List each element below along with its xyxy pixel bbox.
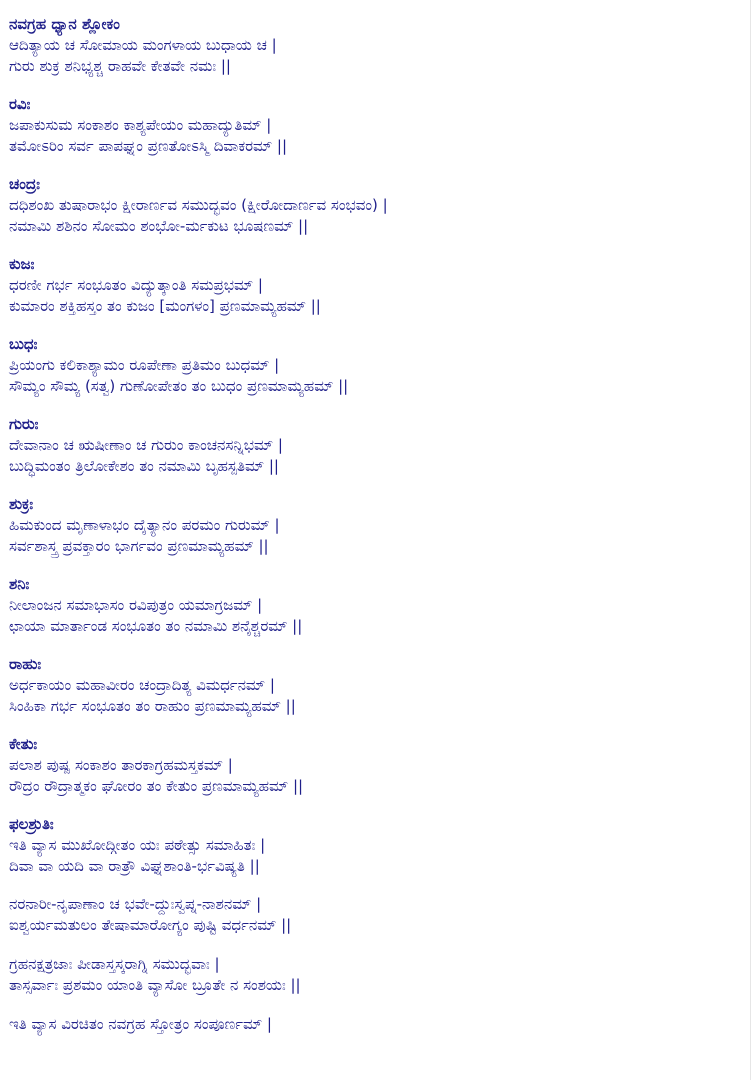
- verse-line: ಜಪಾಕುಸುಮ ಸಂಕಾಶಂ ಕಾಶ್ಯಪೇಯಂ ಮಹಾದ್ಯುತಿಮ್ |: [9, 116, 272, 134]
- section-budha: [9, 334, 742, 397]
- section-heading: ರವಿಃ: [9, 95, 31, 113]
- verse-line: ದಧಿಶಂಖ ತುಷಾರಾಭಂ ಕ್ಷೀರಾರ್ಣವ ಸಮುದ್ಭವಂ (ಕ್ಷೀರೋದಾರ್ಣವ ಸಂಭವಂ) |: [9, 196, 388, 214]
- section-shukra: [9, 494, 742, 557]
- section-chandra: [9, 174, 742, 237]
- section-heading: ಕೇತುಃ: [9, 735, 38, 753]
- verse-line: ಐಶ್ವರ್ಯಮತುಲಂ ತೇಷಾಮಾರೋಗ್ಯಂ ಪುಷ್ಟಿ ವರ್ಧನಮ್ ||: [9, 916, 292, 934]
- verse-line: ದಿವಾ ವಾ ಯದಿ ವಾ ರಾತ್ರೌ ವಿಘ್ನಶಾಂತಿ-ರ್ಭವಿಷ್ಯತಿ ||: [9, 857, 260, 875]
- section-dhyana: [9, 14, 742, 77]
- section-phalashruti-verse-2: [9, 894, 742, 936]
- verse-line: ತಾಸ್ಸರ್ವಾಃ ಪ್ರಶಮಂ ಯಾಂತಿ ವ್ಯಾಸೋ ಬ್ರೂತೇ ನ ಸಂಶಯಃ ||: [9, 976, 301, 994]
- verse-line: ನಮಾಮಿ ಶಶಿನಂ ಸೋಮಂ ಶಂಭೋ-ರ್ಮಕುಟ ಭೂಷಣಮ್ ||: [9, 217, 309, 235]
- verse-line: ಪ್ರಿಯಂಗು ಕಲಿಕಾಶ್ಯಾಮಂ ರೂಪೇಣಾ ಪ್ರತಿಮಂ ಬುಧಮ್ |: [9, 356, 280, 374]
- verse-line: ಹಿಮಕುಂದ ಮೃಣಾಳಾಭಂ ದೈತ್ಯಾನಂ ಪರಮಂ ಗುರುಮ್ |: [9, 516, 280, 534]
- section-phalashruti-verse-3: [9, 954, 742, 996]
- section-heading: ಗುರುಃ: [9, 415, 39, 433]
- verse-line: ಪಲಾಶ ಪುಷ್ಪ ಸಂಕಾಶಂ ತಾರಕಾಗ್ರಹಮಸ್ತಕಮ್ |: [9, 756, 233, 774]
- section-guru: [9, 414, 742, 477]
- verse-line: ಗುರು ಶುಕ್ರ ಶನಿಭ್ಯಶ್ಚ ರಾಹವೇ ಕೇತವೇ ನಮಃ ||: [9, 57, 231, 75]
- verse-line: ಬುದ್ಧಿಮಂತಂ ತ್ರಿಲೋಕೇಶಂ ತಂ ನಮಾಮಿ ಬೃಹಸ್ಪತಿಮ್ ||: [9, 457, 279, 475]
- section-heading: ಬುಧಃ: [9, 335, 38, 353]
- section-heading: ನವಗ್ರಹ ಧ್ಯಾನ ಶ್ಲೋಕಂ: [9, 15, 120, 33]
- section-ketu: [9, 734, 742, 797]
- section-closing: [9, 1014, 742, 1035]
- section-phalashruti: [9, 814, 742, 877]
- section-heading: ಶನಿಃ: [9, 575, 30, 593]
- verse-line: ಸೌಮ್ಯಂ ಸೌಮ್ಯ (ಸತ್ವ) ಗುಣೋಪೇತಂ ತಂ ಬುಧಂ ಪ್ರಣಮಾಮ್ಯಹಮ್ ||: [9, 377, 349, 395]
- verse-line: ಸರ್ವಶಾಸ್ತ್ರ ಪ್ರವಕ್ತಾರಂ ಭಾರ್ಗವಂ ಪ್ರಣಮಾಮ್ಯಹಮ್ ||: [9, 537, 269, 555]
- section-heading: ಫಲಶ್ರುತಿಃ: [9, 815, 54, 833]
- verse-line: ಆದಿತ್ಯಾಯ ಚ ಸೋಮಾಯ ಮಂಗಳಾಯ ಬುಧಾಯ ಚ |: [9, 36, 277, 54]
- verse-line: ಇತಿ ವ್ಯಾಸ ಮುಖೋದ್ಗೀತಂ ಯಃ ಪಠೇತ್ಸು ಸಮಾಹಿತಃ |: [9, 836, 266, 854]
- verse-line: ದೇವಾನಾಂ ಚ ಋಷೀಣಾಂ ಚ ಗುರುಂ ಕಾಂಚನಸನ್ನಿಭಮ್ |: [9, 436, 283, 454]
- verse-line: ನೀಲಾಂಜನ ಸಮಾಭಾಸಂ ರವಿಪುತ್ರಂ ಯಮಾಗ್ರಜಮ್ |: [9, 596, 263, 614]
- section-heading: ರಾಹುಃ: [9, 655, 42, 673]
- verse-line: ಸಿಂಹಿಕಾ ಗರ್ಭ ಸಂಭೂತಂ ತಂ ರಾಹುಂ ಪ್ರಣಮಾಮ್ಯಹಮ್ ||: [9, 697, 296, 715]
- section-kuja: [9, 254, 742, 317]
- section-heading: ಚಂದ್ರಃ: [9, 175, 40, 193]
- verse-line: ಅರ್ಧಕಾಯಂ ಮಹಾವೀರಂ ಚಂದ್ರಾದಿತ್ಯ ವಿಮರ್ಧನಮ್ |: [9, 676, 275, 694]
- verse-line: ಛಾಯಾ ಮಾರ್ತಾಂಡ ಸಂಭೂತಂ ತಂ ನಮಾಮಿ ಶನೈಶ್ಚರಮ್ ||: [9, 617, 303, 635]
- verse-line: ರೌದ್ರಂ ರೌದ್ರಾತ್ಮಕಂ ಘೋರಂ ತಂ ಕೇತುಂ ಪ್ರಣಮಾಮ್ಯಹಮ್ ||: [9, 777, 304, 795]
- section-shani: [9, 574, 742, 637]
- section-ravi: [9, 94, 742, 157]
- verse-line: ಕುಮಾರಂ ಶಕ್ತಿಹಸ್ತಂ ತಂ ಕುಜಂ [ಮಂಗಳಂ] ಪ್ರಣಮಾಮ್ಯಹಮ್ ||: [9, 297, 321, 315]
- closing-line: ಇತಿ ವ್ಯಾಸ ವಿರಚಿತಂ ನವಗ್ರಹ ಸ್ತೋತ್ರಂ ಸಂಪೂರ್ಣಮ್ |: [9, 1015, 272, 1033]
- section-rahu: [9, 654, 742, 717]
- verse-line: ಧರಣೀ ಗರ್ಭ ಸಂಭೂತಂ ವಿದ್ಯುತ್ಕಾಂತಿ ಸಮಪ್ರಭಮ್ |: [9, 276, 263, 294]
- section-heading: ಕುಜಃ: [9, 255, 35, 273]
- verse-line: ನರನಾರೀ-ನೃಪಾಣಾಂ ಚ ಭವೇ-ದ್ದುಃಸ್ವಪ್ನ-ನಾಶನಮ್ |: [9, 895, 262, 913]
- stotra-content: [9, 14, 742, 1053]
- verse-line: ತಮೋಽರಿಂ ಸರ್ವ ಪಾಪಘ್ನಂ ಪ್ರಣತೋಽಸ್ಮಿ ದಿವಾಕರಮ್ ||: [9, 137, 288, 155]
- verse-line: ಗ್ರಹನಕ್ಷತ್ರಜಾಃ ಪೀಡಾಸ್ತಸ್ಕರಾಗ್ನಿ ಸಮುದ್ಭವಾಃ |: [9, 955, 220, 973]
- section-heading: ಶುಕ್ರಃ: [9, 495, 34, 513]
